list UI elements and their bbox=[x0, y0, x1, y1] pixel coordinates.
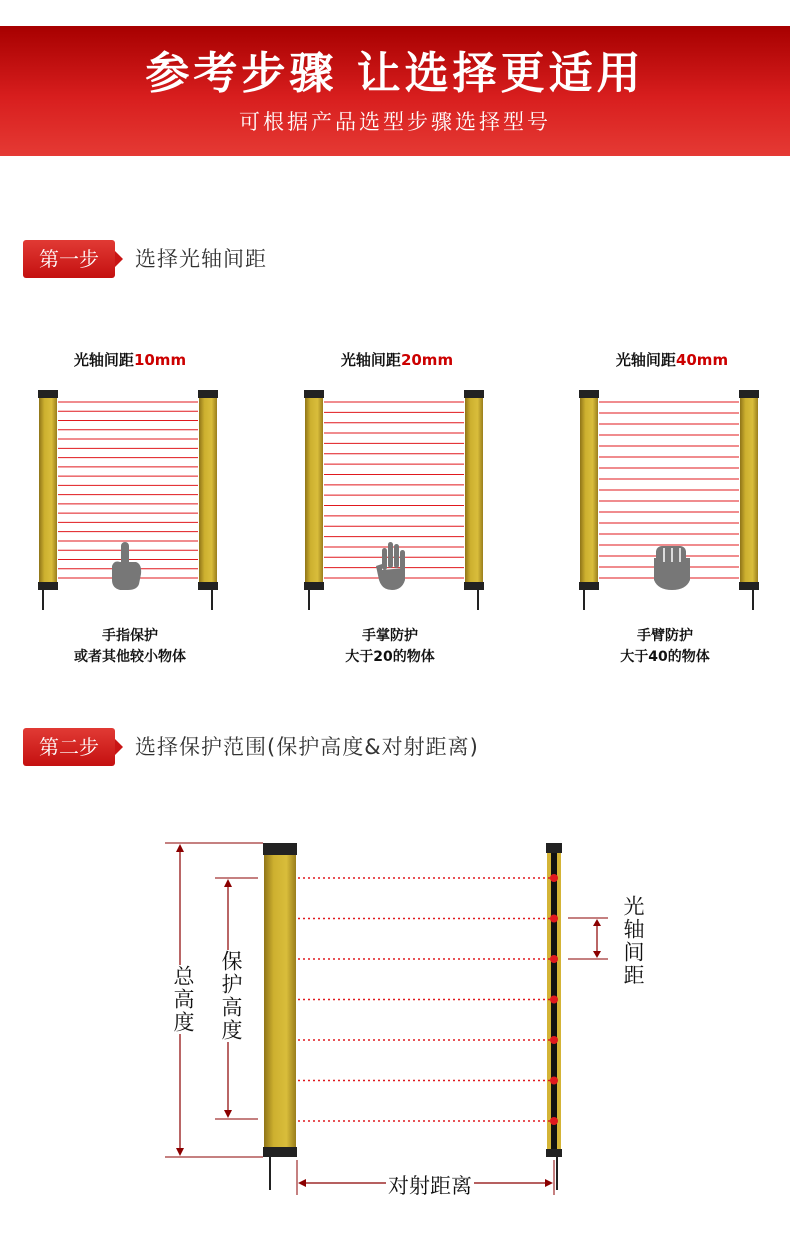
receiver-bar bbox=[465, 398, 483, 582]
sensor-cap-bottom bbox=[198, 582, 218, 590]
emitter-bar bbox=[305, 398, 323, 582]
receiver-bar bbox=[740, 398, 758, 582]
fist-icon bbox=[650, 540, 694, 592]
palm-icon bbox=[374, 540, 410, 592]
sensor-cap-top bbox=[38, 390, 58, 398]
emitter-bar-large bbox=[264, 855, 296, 1147]
page-subtitle: 可根据产品选型步骤选择型号 bbox=[239, 110, 551, 134]
sensor-cap-bottom bbox=[739, 582, 759, 590]
panel2-caption: 手掌防护 大于20的物体 bbox=[345, 628, 435, 665]
panel1-label: 光轴间距10mm bbox=[73, 351, 187, 369]
panel2-label: 光轴间距20mm bbox=[340, 351, 454, 369]
protect-height-label: 保护高度 bbox=[216, 950, 246, 1042]
receiver-cap-top bbox=[546, 843, 562, 853]
sensor-cap-top bbox=[464, 390, 484, 398]
receiver-led bbox=[550, 1036, 558, 1044]
sensor-cap-top bbox=[579, 390, 599, 398]
page-title: 参考步骤 让选择更适用 bbox=[145, 48, 645, 99]
panel3-caption: 手臂防护 大于40的物体 bbox=[620, 628, 710, 665]
total-height-label: 总高度 bbox=[168, 965, 198, 1034]
receiver-led bbox=[550, 1117, 558, 1125]
receiver-bar bbox=[199, 398, 217, 582]
receiver-led bbox=[550, 996, 558, 1004]
panel1-caption: 手指保护 或者其他较小物体 bbox=[74, 628, 186, 665]
sensor-cap-bottom bbox=[38, 582, 58, 590]
step2-badge: 第二步 bbox=[23, 728, 115, 766]
sensor-cap-bottom bbox=[304, 582, 324, 590]
sensor-cap-top bbox=[198, 390, 218, 398]
step2-title: 选择保护范围(保护高度&对射距离) bbox=[135, 735, 479, 759]
panel3-label: 光轴间距40mm bbox=[615, 351, 729, 369]
sensor-cap-top bbox=[739, 390, 759, 398]
beam-pitch-label: 光轴间距 bbox=[621, 895, 645, 987]
step1-title: 选择光轴间距 bbox=[135, 247, 267, 271]
distance-label: 对射距离 bbox=[386, 1170, 474, 1200]
sensor-cap-bottom bbox=[579, 582, 599, 590]
receiver-cap-bottom bbox=[546, 1149, 562, 1157]
receiver-led bbox=[550, 1077, 558, 1085]
emitter-cap-top bbox=[263, 843, 297, 855]
step1-badge: 第一步 bbox=[23, 240, 115, 278]
receiver-led bbox=[550, 874, 558, 882]
emitter-bar bbox=[580, 398, 598, 582]
receiver-led bbox=[550, 955, 558, 963]
receiver-led bbox=[550, 915, 558, 923]
sensor-cap-top bbox=[304, 390, 324, 398]
emitter-bar bbox=[39, 398, 57, 582]
sensor-cap-bottom bbox=[464, 582, 484, 590]
emitter-cap-bottom bbox=[263, 1147, 297, 1157]
finger-icon bbox=[108, 540, 144, 592]
